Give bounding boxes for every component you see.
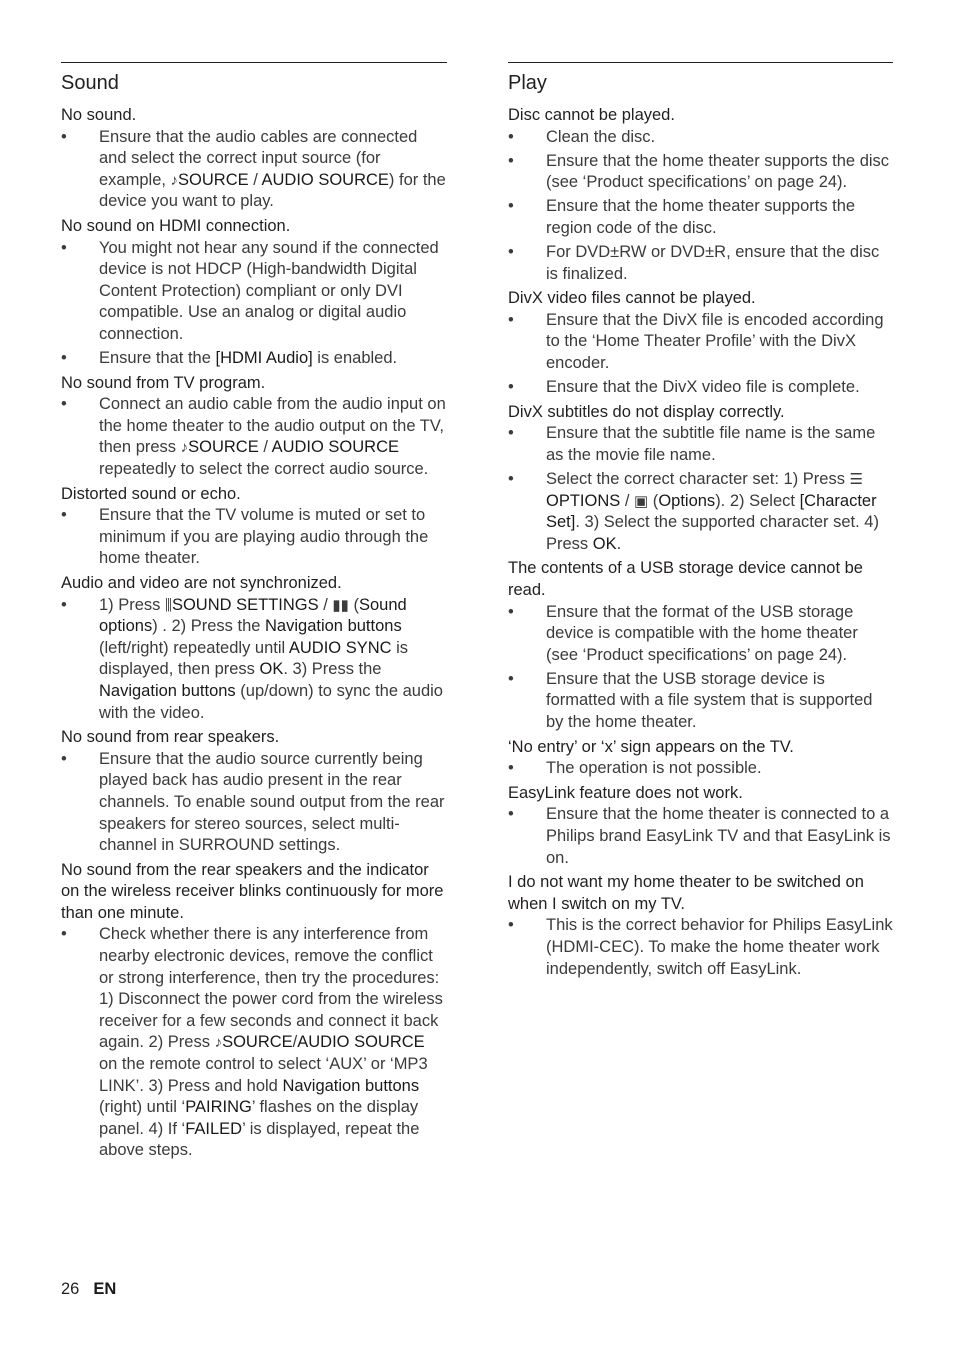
solution-list (508, 310, 893, 399)
bullet: • (61, 127, 67, 146)
issue-title: DivX video files cannot be played. (508, 289, 756, 308)
solution-list (508, 127, 893, 286)
solution-list (61, 595, 447, 725)
issue-title: DivX subtitles do not display correctly. (508, 402, 785, 421)
solution-list (61, 127, 447, 213)
list-item: • The operation is not possible. (508, 759, 762, 778)
issue-title: No sound from rear speakers. (61, 728, 280, 747)
list-item: • Ensure that the format of the USB storage device is compatible with the home theater (see ‘Product specifications’ on page 24). (508, 602, 858, 664)
list-item: • Ensure that the [HDMI Audio] is enabled. (61, 349, 398, 368)
solution-list (61, 238, 447, 370)
solution-list (508, 915, 893, 980)
list-item: • Ensure that the audio source currently being played back has audio present in the rear channels. To enable sound output from the rear speakers for stereo sources, select multi-channel in SURROUND settings. (61, 749, 445, 855)
issue-title: The contents of a USB storage device cannot be read. (508, 559, 863, 599)
solution-list (61, 505, 447, 570)
language-code: EN (93, 1280, 117, 1298)
list-item: • For DVD±RW or DVD±R, ensure that the disc is finalized. (508, 243, 880, 283)
list-item: • Ensure that the DivX file is encoded according to the ‘Home Theater Profile’ with the DivX encoder. (508, 310, 884, 373)
list-item: • 1) Press ⫼SOUND SETTINGS / ▮▮ (Sound options) . 2) Press the Navigation buttons (left/right) repeatedly until AUDIO SYNC is displayed, then press OK. 3) Press the Navigation buttons (up/down) to sync the audio with the video. (61, 595, 443, 722)
options-icon: ☰ (849, 471, 863, 488)
list-item: • Ensure that the audio cables are connected and select the correct input source (for example, ♪SOURCE / AUDIO SOURCE) for the device you want to play. (61, 127, 446, 211)
page-footer (61, 1280, 116, 1299)
issue-title: Audio and video are not synchronized. (61, 573, 342, 592)
solution-list (61, 924, 447, 1162)
page-number: 26 (61, 1280, 80, 1298)
issue-title: No sound from TV program. (61, 373, 266, 392)
solution-list (508, 423, 893, 555)
issue-title: ‘No entry’ or ‘x’ sign appears on the TV. (508, 737, 794, 756)
source-icon: ♪ (170, 171, 179, 189)
list-item: • This is the correct behavior for Philips EasyLink (HDMI-CEC). To make the home theater work independently, switch off EasyLink. (508, 916, 893, 978)
source-icon: ♪ (214, 1034, 223, 1052)
issue-title: No sound. (61, 106, 137, 124)
issue-title: EasyLink feature does not work. (508, 783, 743, 802)
issue-title: I do not want my home theater to be switched on when I switch on my TV. (508, 873, 864, 913)
list-item: • Ensure that the USB storage device is formatted with a file system that is supported by the home theater. (508, 669, 873, 732)
right-column (508, 62, 893, 983)
list-item: • Ensure that the home theater is connected to a Philips brand EasyLink TV and that EasyLink is on. (508, 805, 891, 867)
solution-list (61, 749, 447, 857)
list-item: • Connect an audio cable from the audio input on the home theater to the audio output on the TV, then press ♪SOURCE / AUDIO SOURCE repeatedly to select the correct audio source. (61, 395, 446, 478)
solution-list (61, 394, 447, 480)
left-column (61, 62, 447, 1165)
sound-settings-icon: ⫼ (165, 596, 172, 614)
issue-title: Distorted sound or echo. (61, 484, 241, 503)
section-heading-sound: Sound (61, 72, 119, 94)
list-item: • Select the correct character set: 1) Press ☰OPTIONS / ▣ (Options). 2) Select [Character Set]. 3) Select the supported character set. 4) Press OK. (508, 470, 879, 553)
section-heading-play: Play (508, 72, 547, 94)
solution-list (508, 758, 893, 780)
options-alt-icon: ▣ (634, 492, 649, 510)
list-item: • You might not hear any sound if the connected device is not HDCP (High-bandwidth Digital Content Protection) compliant or only DVI compatible. Use an analog or digital audio connection. (61, 238, 439, 343)
list-item: • Clean the disc. (508, 127, 656, 146)
section-divider (61, 62, 447, 63)
sound-options-icon: ▮▮ (332, 596, 349, 614)
solution-list (508, 602, 893, 734)
solution-list (508, 804, 893, 869)
list-item: • Ensure that the TV volume is muted or set to minimum if you are playing audio through the home theater. (61, 506, 429, 568)
list-item: • Ensure that the subtitle file name is the same as the movie file name. (508, 424, 876, 464)
issue-title: Disc cannot be played. (508, 106, 675, 124)
list-item: • Ensure that the home theater supports the disc (see ‘Product specifications’ on page 24). (508, 151, 890, 192)
list-item: • Ensure that the DivX video file is complete. (508, 378, 860, 397)
section-divider (508, 62, 893, 63)
list-item: • Check whether there is any interference from nearby electronic devices, remove the conflict or strong interference, then try the procedures: 1) Disconnect the power cord from the wireless receiver for a few seconds and connect it back again. 2) Press ♪SOURCE/AUDIO SOURCE on the remote control to select ‘AUX’ or ‘MP3 LINK’. 3) Press and hold Navigation buttons (right) until ‘PAIRING’ flashes on the display panel. 4) If ‘FAILED’ is displayed, repeat the above steps. (61, 925, 443, 1160)
issue-title: No sound from the rear speakers and the indicator on the wireless receiver blinks continuously for more than one minute. (61, 860, 444, 922)
source-icon: ♪ (180, 439, 189, 457)
list-item: • Ensure that the home theater supports the region code of the disc. (508, 197, 856, 237)
issue-title: No sound on HDMI connection. (61, 216, 291, 235)
